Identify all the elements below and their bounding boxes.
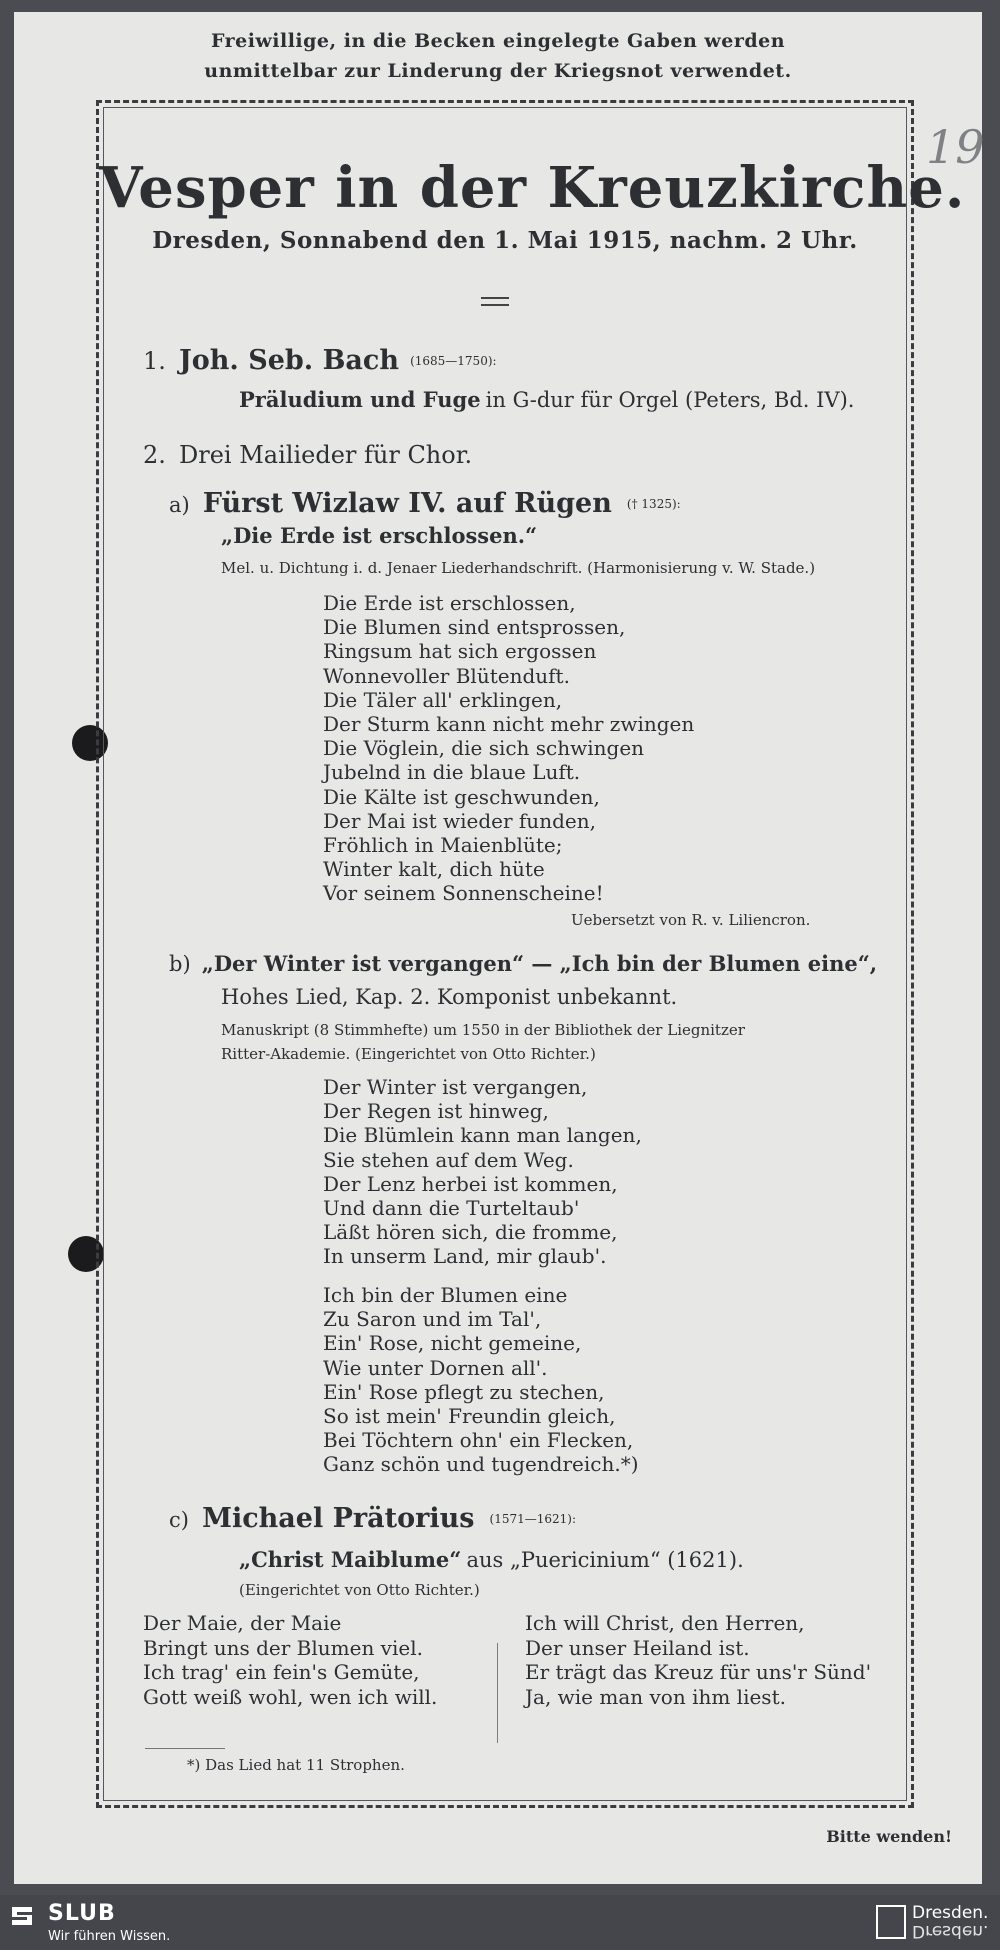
verse-line: Der Regen ist hinweg, bbox=[323, 1099, 549, 1124]
verse-line: Der Maie, der Maie bbox=[143, 1611, 342, 1635]
pencil-mark: 19 bbox=[926, 120, 985, 174]
song-title: „Christ Maiblume“ bbox=[239, 1547, 462, 1572]
verse-line: Wonnevoller Blütenduft. bbox=[323, 663, 570, 688]
program-sheet bbox=[14, 12, 985, 1884]
composer-name: Michael Prätorius bbox=[202, 1503, 475, 1534]
verse-line: So ist mein' Freundin gleich, bbox=[323, 1403, 616, 1428]
verse-line: Die Erde ist erschlossen, bbox=[323, 591, 576, 615]
verse-line: Vor seinem Sonnenscheine! bbox=[323, 881, 604, 906]
verse-line: Ja, wie man von ihm liest. bbox=[525, 1684, 786, 1709]
verse-line: Ich bin der Blumen eine bbox=[323, 1283, 568, 1307]
verse-line: Bringt uns der Blumen viel. bbox=[143, 1635, 423, 1660]
verse-line: Ringsum hat sich ergossen bbox=[323, 639, 597, 664]
verse-line: Die Täler all' erklingen, bbox=[323, 687, 563, 712]
slub-logo-icon bbox=[10, 1905, 34, 1927]
item-heading: Drei Mailieder für Chor. bbox=[179, 441, 473, 469]
sub-letter: a) bbox=[169, 493, 190, 517]
dresden-logo-mirror: Dresden. bbox=[912, 1921, 989, 1941]
donation-note-line-2: unmittelbar zur Linderung der Kriegsnot verwendet. bbox=[204, 60, 792, 82]
work-title: Präludium und Fuge bbox=[239, 387, 481, 412]
donation-note-line-1: Freiwillige, in die Becken eingelegte Gaben werden bbox=[210, 30, 786, 52]
song-line-c bbox=[239, 1547, 744, 1572]
item-number: 2. bbox=[143, 441, 166, 469]
verse-line: Jubelnd in die blaue Luft. bbox=[323, 760, 581, 785]
verse-line: Ein' Rose pflegt zu stechen, bbox=[323, 1379, 605, 1404]
verse-line: Der Winter ist vergangen, bbox=[323, 1075, 588, 1099]
song-source: Mel. u. Dichtung i. d. Jenaer Liederhandschrift. (Harmonisierung v. W. Stade.) bbox=[221, 559, 816, 577]
verse-line: Der Mai ist wieder funden, bbox=[323, 808, 596, 833]
verse-line: Die Blümlein kann man langen, bbox=[323, 1123, 642, 1148]
composer-name: Fürst Wizlaw IV. auf Rügen bbox=[202, 488, 612, 519]
divider-ornament bbox=[481, 297, 509, 306]
verse-line: Läßt hören sich, die fromme, bbox=[323, 1220, 618, 1245]
item-1 bbox=[143, 345, 497, 376]
sub-item-a bbox=[169, 488, 681, 519]
sub-item-b bbox=[169, 951, 877, 976]
dresden-crest-icon bbox=[876, 1905, 906, 1939]
arranger-note: (Eingerichtet von Otto Richter.) bbox=[239, 1581, 480, 1599]
composer-dates: (1685—1750): bbox=[410, 354, 497, 368]
verse-line: Sie stehen auf dem Weg. bbox=[323, 1147, 574, 1172]
ornamental-border bbox=[96, 100, 966, 1808]
verse-line: Bei Töchtern ohn' ein Flecken, bbox=[323, 1428, 634, 1453]
verse-line: Wie unter Dornen all'. bbox=[323, 1355, 548, 1380]
footnote-rule bbox=[145, 1748, 225, 1749]
verse-line: Die Kälte ist geschwunden, bbox=[323, 784, 600, 809]
item-1-work bbox=[239, 387, 854, 412]
column-divider bbox=[497, 1643, 498, 1743]
verse-line: Der unser Heiland ist. bbox=[525, 1635, 750, 1660]
manuscript-note-1: Manuskript (8 Stimmhefte) um 1550 in der Bibliothek der Liegnitzer bbox=[221, 1021, 745, 1039]
slub-tagline: Wir führen Wissen. bbox=[48, 1929, 171, 1944]
date-line: Dresden, Sonnabend den 1. Mai 1915, nachm. 2 Uhr. bbox=[152, 227, 858, 254]
verse-c-right bbox=[525, 1611, 871, 1709]
please-turn-note: Bitte wenden! bbox=[826, 1827, 952, 1846]
verse-line: Ganz schön und tugendreich.*) bbox=[323, 1452, 639, 1477]
song-reference: Hohes Lied, Kap. 2. Komponist unbekannt. bbox=[221, 985, 678, 1009]
verse-line: Und dann die Turteltaub' bbox=[323, 1195, 580, 1220]
verse-line: Gott weiß wohl, wen ich will. bbox=[143, 1684, 438, 1709]
footer-bar bbox=[0, 1895, 1000, 1950]
verse-line: Der Sturm kann nicht mehr zwingen bbox=[323, 711, 695, 736]
verse-line: Er trägt das Kreuz für uns'r Sünd' bbox=[525, 1660, 872, 1684]
verse-line: Ein' Rose, nicht gemeine, bbox=[323, 1331, 582, 1356]
verse-line: Der Lenz herbei ist kommen, bbox=[323, 1171, 618, 1196]
slub-logo[interactable]: SLUB bbox=[48, 1901, 116, 1926]
verse-line: Die Blumen sind entsprossen, bbox=[323, 615, 626, 640]
verse-line: Ich will Christ, den Herren, bbox=[525, 1611, 805, 1635]
page-title: Vesper in der Kreuzkirche. bbox=[99, 155, 966, 221]
sub-item-c bbox=[169, 1503, 576, 1534]
verse-line: In unserm Land, mir glaub'. bbox=[323, 1244, 607, 1269]
work-details: in G-dur für Orgel (Peters, Bd. IV). bbox=[485, 388, 855, 412]
composer-dates: (1571—1621): bbox=[489, 1512, 577, 1526]
item-2 bbox=[143, 441, 472, 469]
verse-line: Winter kalt, dich hüte bbox=[323, 857, 545, 882]
song-title: „Die Erde ist erschlossen.“ bbox=[221, 523, 538, 548]
manuscript-note-2: Ritter-Akademie. (Eingerichtet von Otto Richter.) bbox=[221, 1045, 596, 1063]
translator-credit: Uebersetzt von R. v. Liliencron. bbox=[571, 911, 811, 929]
verse-a bbox=[323, 591, 694, 905]
song-source: aus „Puericinium“ (1621). bbox=[466, 1548, 744, 1572]
verse-line: Die Vöglein, die sich schwingen bbox=[323, 736, 645, 761]
item-number: 1. bbox=[143, 347, 166, 375]
footnote: *) Das Lied hat 11 Strophen. bbox=[187, 1756, 405, 1774]
sub-letter: b) bbox=[169, 952, 191, 976]
composer-name: Joh. Seb. Bach bbox=[179, 345, 399, 376]
verse-b-2 bbox=[323, 1283, 639, 1477]
verse-b-1 bbox=[323, 1075, 642, 1269]
composer-dates: († 1325): bbox=[626, 497, 681, 511]
verse-line: Zu Saron und im Tal', bbox=[323, 1307, 542, 1332]
verse-c-left bbox=[143, 1611, 437, 1709]
song-title: „Der Winter ist vergangen“ — „Ich bin der Blumen eine“, bbox=[201, 951, 878, 976]
sub-letter: c) bbox=[169, 1508, 189, 1532]
dresden-logo[interactable]: Dresden. bbox=[912, 1903, 989, 1923]
verse-line: Ich trag' ein fein's Gemüte, bbox=[143, 1660, 420, 1684]
verse-line: Fröhlich in Maienblüte; bbox=[323, 832, 563, 857]
